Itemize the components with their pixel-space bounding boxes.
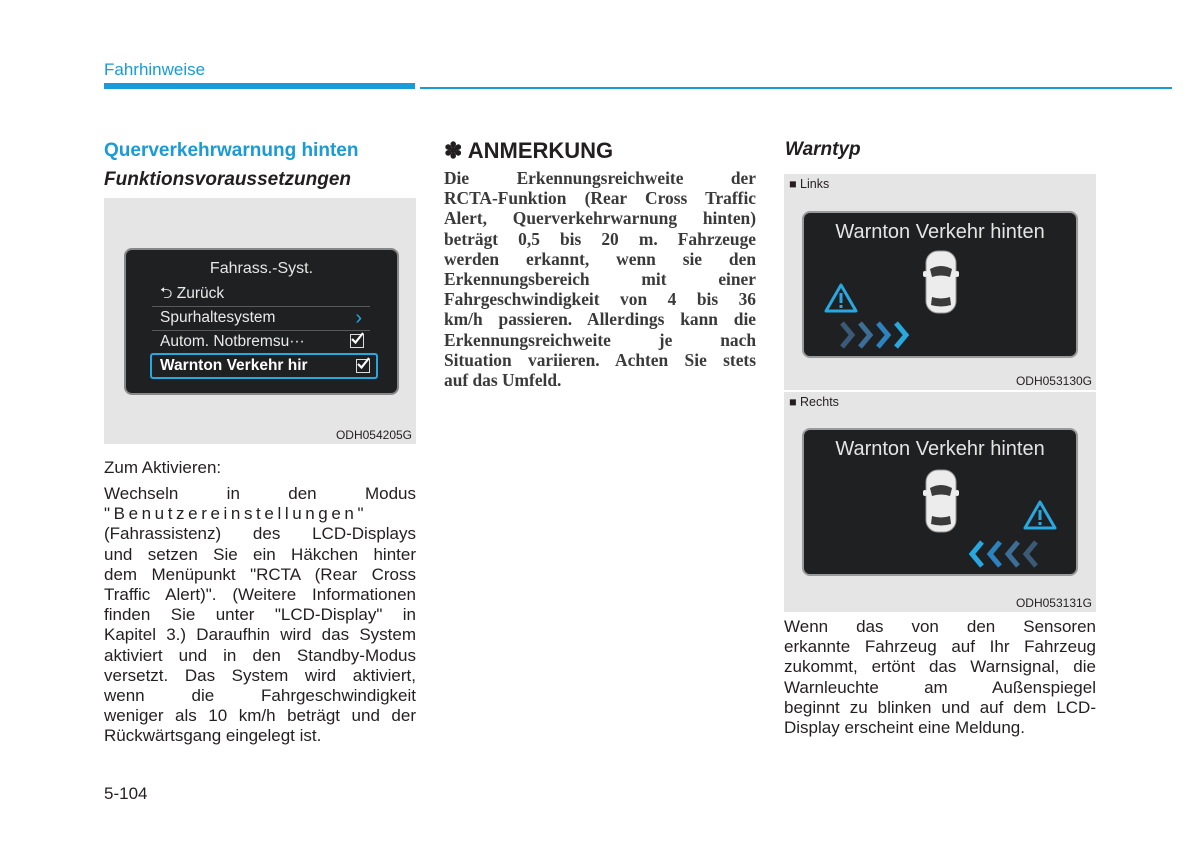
text-line: "Benutzereinstellungen" [104,504,368,524]
text-line: beträgt 0,5 bis 20 m. Fahrzeuge [444,228,756,249]
menu-item-label: Autom. Notbremsu··· [160,333,305,350]
menu-item-label: Spurhaltesystem [160,309,276,326]
text-line: dem Menüpunkt "RCTA (Rear Cross [104,564,416,584]
text-line: werden erkannt, wenn sie den [444,248,756,269]
text-line: erkannte Fahrzeug auf Ihr Fahrzeug [784,637,1096,657]
arrows-left-icon [804,430,1076,574]
back-arrow-icon: ⮌ [160,285,173,302]
warning-text: Warnton Verkehr hinten [835,221,1045,243]
lcd-warning-display [802,428,1078,576]
text-line: Kapitel 3.) Daraufhin wird das System [104,625,416,645]
figure-label: ■ Rechts [789,395,839,409]
menu-item-emergency-brake [152,330,370,354]
text-line: auf das Umfeld. [444,370,562,391]
lcd-menu-display [124,248,399,395]
chevron-right-icon: › [355,307,362,329]
text-line: Erkennungsbereich mit einer [444,269,756,290]
note-text [444,168,756,390]
text-line: aktiviert und in den Standby-Modus [104,645,416,665]
figure-code: ODH054205G [335,428,412,442]
text-line: und setzen Sie ein Häkchen hinter [104,544,416,564]
menu-item-label: Warnton Verkehr hir [160,357,308,374]
checkbox-checked-icon [356,359,370,373]
text-line: Die Erkennungsreichweite der [444,168,756,188]
menu-back-label: Zurück [176,285,225,302]
lcd-warning-display [802,211,1078,358]
text-line: Traffic Alert)". (Weitere Informationen [104,585,416,605]
text-line: Erkennungsreichweite je nach [444,329,756,350]
figure-warning-left [784,174,1096,390]
left-body-text [104,484,416,747]
text-line: Wenn das von den Sensoren [784,617,1096,636]
text-line: Situation variieren. Achten Sie stets [444,349,756,370]
text-line: Display erscheint eine Meldung. [784,718,1025,738]
figure-label: ■ Links [789,177,830,191]
text-line: km/h passieren. Allerdings kann die [444,309,756,330]
menu-back-item [152,282,370,306]
right-body-text [784,617,1096,738]
figure-code: ODH053130G [1015,374,1092,388]
text-line: Warnleuchte am Außenspiegel [784,677,1096,697]
activate-label: Zum Aktivieren: [104,458,222,477]
header-rule-thin [420,87,1172,89]
subheading-requirements: Funktionsvoraussetzungen [104,169,352,190]
text-line: (Fahrassistenz) des LCD-Displays [104,524,416,544]
checkbox-checked-icon [350,334,364,348]
text-line: finden Sie unter "LCD-Display" in [104,605,416,625]
header-rule-thick [104,83,415,89]
menu-title: Fahrass.-Syst. [209,260,314,277]
menu-item-rcta-selected [150,353,378,379]
section-title: Fahrhinweise [104,60,206,79]
warning-text: Warnton Verkehr hinten [835,438,1045,460]
text-line: Wechseln in den Modus [104,484,416,503]
text-line: RCTA-Funktion (Rear Cross Traffic [444,188,756,209]
heading-warning-type: Warntyp [785,139,861,160]
text-line: wenn die Fahrgeschwindigkeit [104,686,416,706]
text-line: weniger als 10 km/h beträgt und der [104,706,416,726]
figure-code: ODH053131G [1015,596,1092,610]
text-line: beginnt zu blinken und auf dem LCD- [784,697,1096,717]
text-line: versetzt. Das System wird aktiviert, [104,665,416,685]
arrows-right-icon [804,213,1076,356]
note-title: ✽ ANMERKUNG [444,138,614,163]
menu-item-lane-keeping [152,306,370,330]
page-number: 5-104 [104,784,148,803]
text-line: Rückwärtsgang eingelegt ist. [104,726,322,746]
text-line: Alert, Querverkehrwarnung hinten) [444,208,756,229]
figure-lcd-menu [104,198,416,444]
text-line: zukommt, ertönt das Warnsignal, die [784,657,1096,677]
heading-rcta: Querverkehrwarnung hinten [104,140,359,161]
text-line: Fahrgeschwindigkeit von 4 bis 36 [444,289,756,310]
figure-warning-right [784,392,1096,612]
